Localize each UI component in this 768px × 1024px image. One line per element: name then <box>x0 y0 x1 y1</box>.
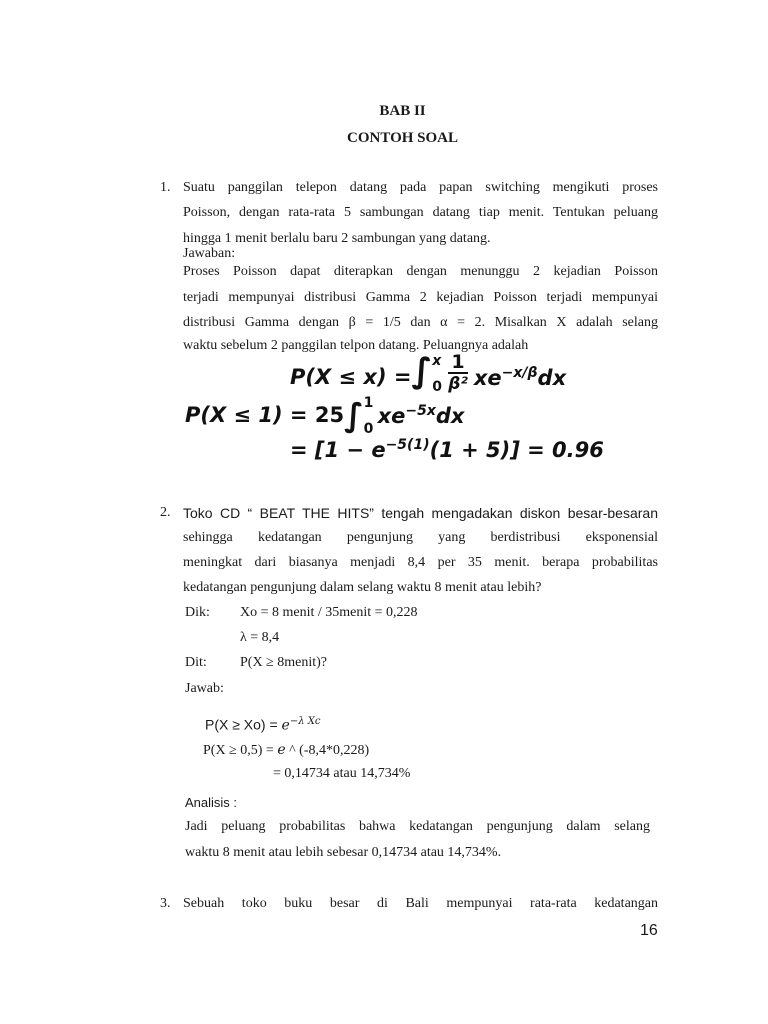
exponential-formula: $P(X \ge Xo) = e^{-\lambda Xc}$ <box>205 716 321 734</box>
problem-text-line: kedatangan pengunjung dalam selang waktu 8 menit atau lebih? <box>183 580 542 595</box>
page-number: 16 <box>640 922 658 939</box>
chapter-heading: BAB II <box>379 103 426 119</box>
problem-text-line: Poisson, dengan rata-rata 5 sambungan datang tiap menit. Tentukan peluang <box>183 205 658 220</box>
given-value: Xo = 8 menit / 35menit = 0,228 <box>240 605 418 620</box>
given-value: λ = 8,4 <box>240 630 280 645</box>
equation-result: = $[1 - e^{-5(1)}(1 + 5)] = 0.96$ <box>290 437 604 462</box>
problem-number: 1. <box>160 180 171 195</box>
problem-text-line: meningkat dari biasanya menjadi 8,4 per 35 menit. berapa probabilitas <box>183 555 658 570</box>
calculation-line: P(X ≥ 0,5) = e ^ (-8,4*0,228) <box>203 742 370 758</box>
analysis-label: Analisis : <box>185 795 238 810</box>
calculation-result: = 0,14734 atau 14,734% <box>273 766 411 781</box>
problem-text-line: Suatu panggilan telepon datang pada papan switching mengikuti proses <box>183 180 658 195</box>
problem-number: 3. <box>160 896 171 911</box>
answer-text-line: Proses Poisson dapat diterapkan dengan menunggu 2 kejadian Poisson <box>183 264 658 279</box>
answer-text-line: distribusi Gamma dengan β = 1/5 dan α = 2. Misalkan X adalah selang <box>183 315 658 330</box>
answer-text-line: waktu sebelum 2 panggilan telpon datang. Peluangnya adalah <box>183 338 529 352</box>
answer-text-line: terjadi mempunyai distribusi Gamma 2 kejadian Poisson terjadi mempunyai <box>183 290 658 305</box>
analysis-text-line: waktu 8 menit atau lebih sebesar 0,14734 atau 14,734%. <box>185 845 502 860</box>
section-heading: CONTOH SOAL <box>347 130 458 146</box>
answer-label: Jawab: <box>185 681 224 696</box>
answer-label: Jawaban: <box>183 246 236 261</box>
asked-value: P(X ≥ 8menit)? <box>240 655 328 670</box>
problem-number: 2. <box>160 505 171 520</box>
analysis-text-line: Jadi peluang probabilitas bahwa kedatangan pengunjung dalam selang <box>185 819 650 834</box>
problem-text-line: Toko CD “ BEAT THE HITS” tengah mengadakan diskon besar-besaran <box>183 505 658 521</box>
equation-gamma-cdf: P(X ≤ x) =∫ x 0 $\frac{1}{\text{β²}}$ $xe^{-x/\beta}dx$ <box>290 351 567 395</box>
problem-text-line: Sebuah toko buku besar di Bali mempunyai rata-rata kedatangan <box>183 896 658 911</box>
given-label: Dik: <box>185 605 210 620</box>
problem-text-line: hingga 1 menit berlalu baru 2 sambungan yang datang. <box>183 231 491 246</box>
equation-cdf-at-1: P(X ≤ 1) = 25∫ 1 0 $xe^{-5x}dx$ <box>185 395 465 437</box>
asked-label: Dit: <box>185 655 207 670</box>
problem-text-line: sehingga kedatangan pengunjung yang berdistribusi eksponensial <box>183 530 658 545</box>
